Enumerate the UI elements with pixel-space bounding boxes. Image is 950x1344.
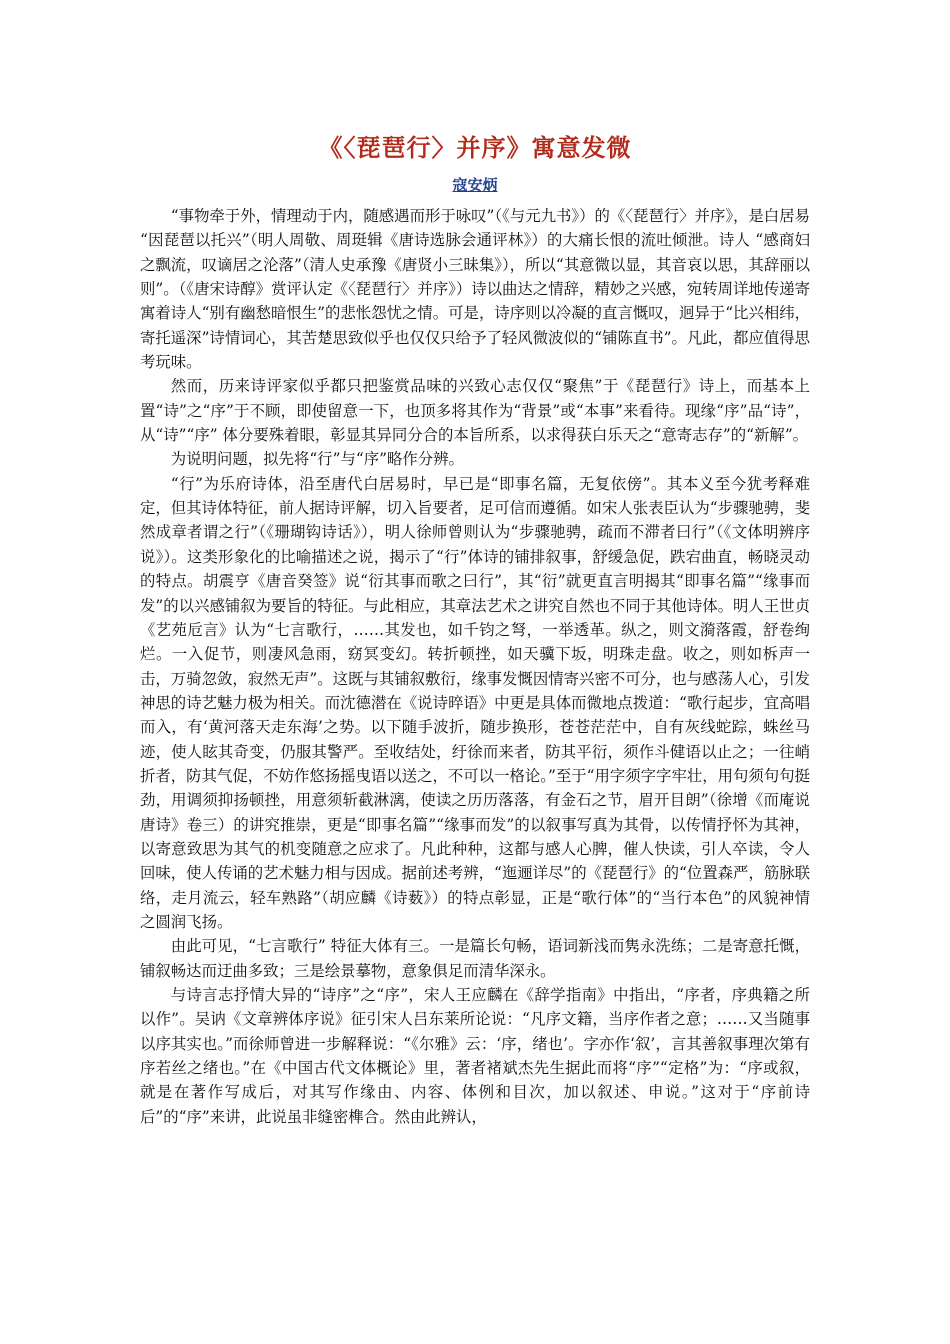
body-paragraph: 由此可见，“七言歌行” 特征大体有三。一是篇长句畅，语词新浅而隽永洗练；二是寄意托慨，铺叙畅达而迂曲多致；三是绘景摹物，意象俱足而清华深永。 bbox=[140, 937, 810, 980]
body-paragraph: 为说明问题，拟先将“行”与“序”略作分辨。 bbox=[170, 450, 464, 469]
document-page bbox=[140, 128, 810, 1129]
article-body bbox=[140, 204, 810, 1129]
body-paragraph: 与诗言志抒情大异的“诗序”之“序”，宋人王应麟在《辞学指南》中指出，“序者，序典籍之所以作”。吴讷《文章辨体序说》征引宋人吕东莱所论说：“凡序文籍，当序作者之意；……又当随事以序其实也。”而徐师曾进一步解释说：“《尔雅》云：‘序，绪也’。字亦作‘叙’，言其善叙事理次第有序若丝之绪也。”在《中国古代文体概论》里，著者褚斌杰先生据此而将“序”“定格”为：“序或叙，就是在著作写成后，对其写作缘由、内容、体例和目次，加以叙述、申说。”这对于“序前诗后”的“序”来讲，此说虽非缝密榫合。然由此辨认， bbox=[140, 986, 810, 1126]
body-paragraph: 然而，历来诗评家似乎都只把鉴赏品味的兴致心志仅仅“聚焦”于《琵琶行》诗上，而基本上置“诗”之“序”于不顾，即使留意一下，也顶多将其作为“背景”或“本事”来看待。现缘“序”品“诗”，从“诗”“序” 体分要殊着眼，彰显其异同分合的本旨所系，以求得获白乐天之“意寄志存”的“新解”。 bbox=[140, 377, 810, 445]
body-paragraph: “行”为乐府诗体，沿至唐代白居易时，早已是“即事名篇，无复依傍”。其本义至今犹考释难定，但其诗体特征，前人据诗评解，切入旨要者，足可信而遵循。如宋人张表臣认为“步骤驰骋，斐然成章者谓之行”（《珊瑚钩诗话》），明人徐师曾则认为“步骤驰骋，疏而不滞者曰行”（《文体明辨序说》）。这类形象化的比喻描述之说，揭示了“行”体诗的铺排叙事，舒缓急促，跌宕曲直，畅晓灵动的特点。胡震亨《唐音癸签》说“衍其事而歌之曰行”，其“衍”就更直言明揭其“即事名篇”“缘事而发”的以兴感铺叙为要旨的特征。与此相应，其章法艺术之讲究自然也不同于其他诗体。明人王世贞《艺苑卮言》认为“七言歌行，……其发也，如千钧之弩，一举透革。纵之，则文漪落霞，舒卷绚烂。一入促节，则凄风急雨，窈冥变幻。转折顿挫，如天骥下坂，明珠走盘。收之，则如柝声一击，万骑忽敛，寂然无声”。这既与其铺叙敷衍，缘事发慨因情寄兴密不可分，也与感荡人心，引发神思的诗艺魅力极为相关。而沈德潜在《说诗晬语》中更是具体而微地点拨道：“歌行起步，宜高唱而入，有‘黄河落天走东海’之势。以下随手波折，随步换形，苍苍茫茫中，自有灰线蛇踪，蛛丝马迹，使人眩其奇变，仍服其警严。至收结处，纡徐而来者，防其平衍，须作斗健语以止之；一往峭折者，防其气促，不妨作悠扬摇曳语以送之，不可以一格论。”至于“用字须字字牢壮，用句须句句挺劲，用调须抑扬顿挫，用意须斩截淋漓，使读之历历落落，有金石之节，眉开目朗”（徐增《而庵说唐诗》卷三）的讲究推崇，更是“即事名篇”“缘事而发”的以叙事写真为其骨，以传情抒怀为其神，以寄意致思为其气的机变随意之应求了。凡此种种，这都与感人心脾，催人快读，引人卒读，令人回味，使人传诵的艺术魅力相与因成。据前述考辨，“迤逦详尽”的《琵琶行》的“位置森严，筋脉联络，走月流云，轻车熟路”（胡应麟《诗薮》）的特点彰显，正是“歌行体”的“当行本色”的风貌神情之圆润飞扬。 bbox=[140, 474, 811, 931]
article-title: 《〈琵琶行〉并序》寓意发微 bbox=[318, 134, 632, 162]
article-author: 寇安炳 bbox=[452, 176, 498, 194]
body-paragraph: “事物牵于外，情理动于内，随感遇而形于咏叹”（《与元九书》）的《〈琵琶行〉并序》，是白居易 “因琵琶以托兴”（明人周敬、周珽辑《唐诗选脉会通评林》）的大痛长恨的流吐倾泄。诗人 “感商妇之飘流，叹谪居之沦落”（清人史承豫《唐贤小三昧集》），所以“其意微以显，其音哀以思，其辞丽以则”。（《唐宋诗醇》赏评认定《〈琵琶行〉并序》）诗以曲达之情辞，精妙之兴感，宛转周详地传递寄寓着诗人“别有幽愁暗恨生”的悲怅怨忧之情。可是，诗序则以冷凝的直言慨叹，迥异于“比兴相纬，寄托遥深”诗情词心，其苦楚思致似乎也仅仅只给予了轻风微波似的“铺陈直书”。凡此，都应值得思考玩味。 bbox=[140, 207, 811, 372]
